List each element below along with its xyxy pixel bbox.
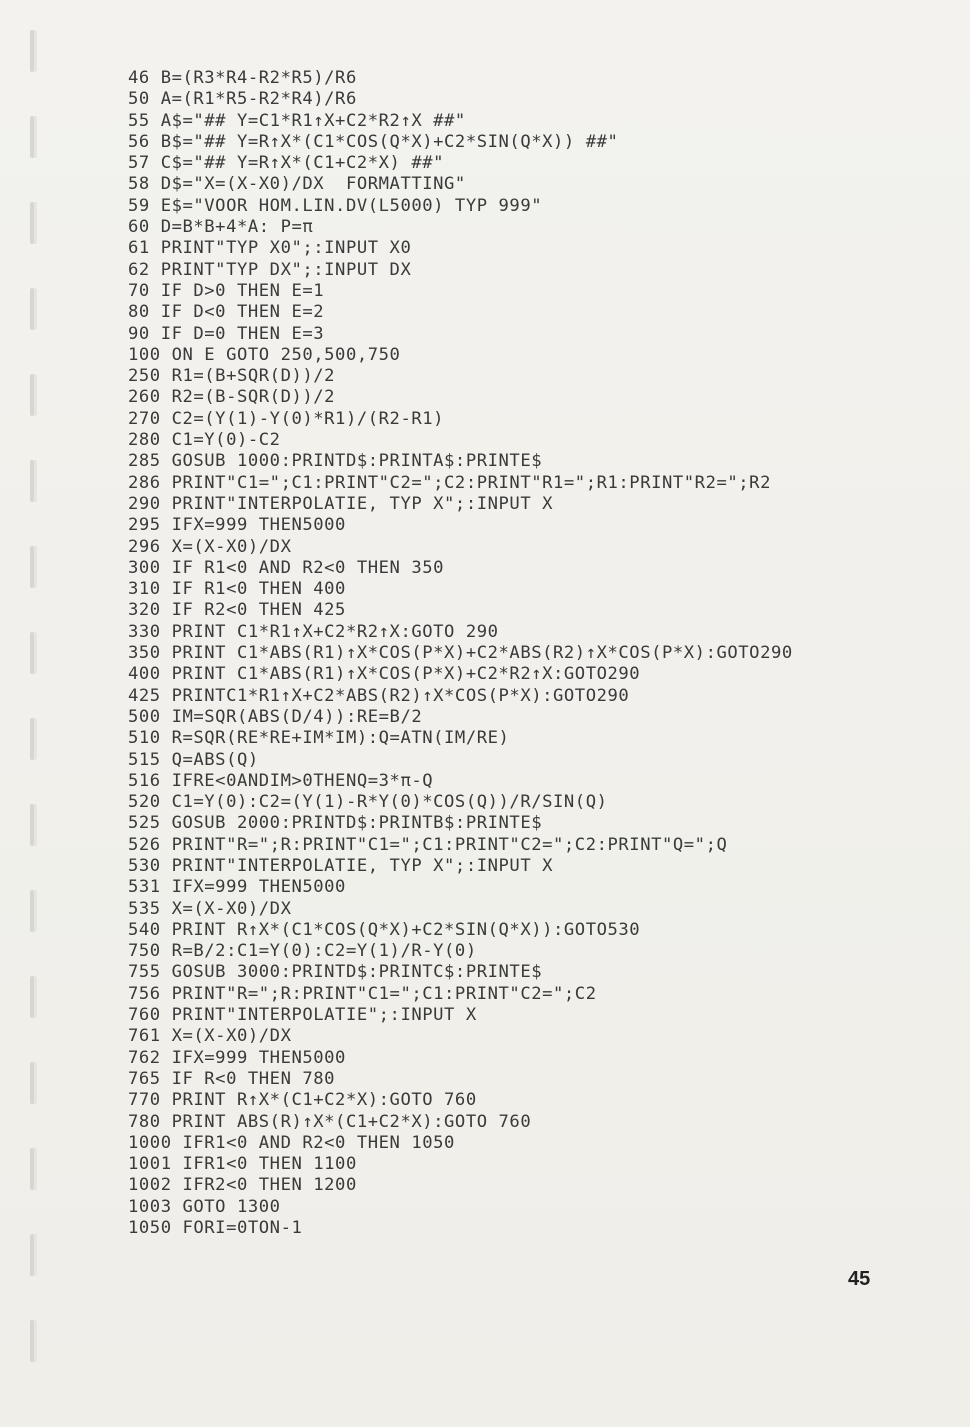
code-line: 55 A$="## Y=C1*R1↑X+C2*R2↑X ##" [128, 110, 466, 131]
code-line: 535 X=(X-X0)/DX [128, 898, 292, 919]
binding-hole [30, 374, 34, 416]
code-line: 756 PRINT"R=";R:PRINT"C1=";C1:PRINT"C2=";C2 [128, 983, 597, 1004]
code-line: 62 PRINT"TYP DX";:INPUT DX [128, 259, 412, 280]
binding-hole [30, 718, 34, 760]
code-line: 57 C$="## Y=R↑X*(C1+C2*X) ##" [128, 153, 445, 174]
code-line: 400 PRINT C1*ABS(R1)↑X*COS(P*X)+C2*R2↑X:GOTO290 [128, 664, 641, 685]
code-line: 1000 IFR1<0 AND R2<0 THEN 1050 [128, 1132, 455, 1153]
code-line: 330 PRINT C1*R1↑X+C2*R2↑X:GOTO 290 [128, 621, 499, 642]
code-line: 50 A=(R1*R5-R2*R4)/R6 [128, 89, 357, 110]
code-line: 300 IF R1<0 AND R2<0 THEN 350 [128, 557, 445, 578]
code-line: 61 PRINT"TYP X0";:INPUT X0 [128, 238, 412, 259]
code-line: 540 PRINT R↑X*(C1*COS(Q*X)+C2*SIN(Q*X)):GOTO530 [128, 919, 641, 940]
code-line: 425 PRINTC1*R1↑X+C2*ABS(R2)↑X*COS(P*X):GOTO290 [128, 685, 630, 706]
binding-hole [30, 1320, 34, 1362]
binding-hole [30, 116, 34, 158]
code-line: 761 X=(X-X0)/DX [128, 1026, 292, 1047]
code-line: 531 IFX=999 THEN5000 [128, 877, 346, 898]
code-line: 100 ON E GOTO 250,500,750 [128, 344, 401, 365]
code-line: 515 Q=ABS(Q) [128, 749, 259, 770]
binding-hole [30, 1234, 34, 1276]
code-line: 46 B=(R3*R4-R2*R5)/R6 [128, 68, 357, 88]
code-line: 310 IF R1<0 THEN 400 [128, 579, 346, 600]
code-line: 762 IFX=999 THEN5000 [128, 1047, 346, 1068]
code-line: 750 R=B/2:C1=Y(0):C2=Y(1)/R-Y(0) [128, 941, 477, 962]
code-line: 510 R=SQR(RE*RE+IM*IM):Q=ATN(IM/RE) [128, 728, 510, 749]
code-line: 285 GOSUB 1000:PRINTD$:PRINTA$:PRINTE$ [128, 451, 543, 472]
code-line: 58 D$="X=(X-X0)/DX FORMATTING" [128, 174, 466, 195]
code-line: 290 PRINT"INTERPOLATIE, TYP X";:INPUT X [128, 493, 554, 514]
code-line: 80 IF D<0 THEN E=2 [128, 302, 325, 323]
binding-hole [30, 288, 34, 330]
code-line: 90 IF D=0 THEN E=3 [128, 323, 325, 344]
page-number: 45 [848, 1268, 871, 1290]
code-line: 59 E$="VOOR HOM.LIN.DV(L5000) TYP 999" [128, 195, 543, 216]
code-line: 780 PRINT ABS(R)↑X*(C1+C2*X):GOTO 760 [128, 1111, 532, 1132]
code-line: 250 R1=(B+SQR(D))/2 [128, 366, 336, 387]
binding-hole [30, 546, 34, 588]
code-line: 1002 IFR2<0 THEN 1200 [128, 1175, 357, 1196]
code-line: 516 IFRE<0ANDIM>0THENQ=3*π-Q [128, 770, 434, 791]
binding-hole [30, 804, 34, 846]
binding-hole [30, 202, 34, 244]
code-line: 770 PRINT R↑X*(C1+C2*X):GOTO 760 [128, 1090, 477, 1111]
binding-hole [30, 632, 34, 674]
basic-program-listing [128, 68, 928, 1239]
binding-hole [30, 1148, 34, 1190]
code-line: 1003 GOTO 1300 [128, 1196, 281, 1217]
code-line: 70 IF D>0 THEN E=1 [128, 280, 325, 301]
code-line: 260 R2=(B-SQR(D))/2 [128, 387, 336, 408]
code-line: 286 PRINT"C1=";C1:PRINT"C2=";C2:PRINT"R1=";R1:PRINT"R2=";R2 [128, 472, 771, 493]
binding-hole [30, 460, 34, 502]
code-line: 530 PRINT"INTERPOLATIE, TYP X";:INPUT X [128, 855, 554, 876]
binding-hole [30, 30, 34, 72]
binding-hole [30, 976, 34, 1018]
code-line: 350 PRINT C1*ABS(R1)↑X*COS(P*X)+C2*ABS(R2)↑X*COS(P*X):GOTO290 [128, 643, 793, 664]
binding-hole [30, 890, 34, 932]
binding-hole [30, 1062, 34, 1104]
code-line: 765 IF R<0 THEN 780 [128, 1068, 336, 1089]
code-line: 280 C1=Y(0)-C2 [128, 430, 281, 451]
code-line: 60 D=B*B+4*A: P=π [128, 217, 314, 238]
code-line: 755 GOSUB 3000:PRINTD$:PRINTC$:PRINTE$ [128, 962, 543, 983]
code-line: 760 PRINT"INTERPOLATIE";:INPUT X [128, 1005, 477, 1026]
code-line: 1050 FORI=0TON-1 [128, 1218, 303, 1239]
code-line: 525 GOSUB 2000:PRINTD$:PRINTB$:PRINTE$ [128, 813, 543, 834]
code-line: 295 IFX=999 THEN5000 [128, 515, 346, 536]
code-line: 56 B$="## Y=R↑X*(C1*COS(Q*X)+C2*SIN(Q*X)) ##" [128, 131, 619, 152]
code-line: 320 IF R2<0 THEN 425 [128, 600, 346, 621]
code-line: 526 PRINT"R=";R:PRINT"C1=";C1:PRINT"C2=";C2:PRINT"Q=";Q [128, 834, 728, 855]
code-line: 520 C1=Y(0):C2=(Y(1)-R*Y(0)*COS(Q))/R/SIN(Q) [128, 792, 608, 813]
binding-holes [0, 0, 60, 1427]
code-line: 1001 IFR1<0 THEN 1100 [128, 1154, 357, 1175]
code-line: 500 IM=SQR(ABS(D/4)):RE=B/2 [128, 706, 423, 727]
code-line: 296 X=(X-X0)/DX [128, 536, 292, 557]
code-line: 270 C2=(Y(1)-Y(0)*R1)/(R2-R1) [128, 408, 445, 429]
